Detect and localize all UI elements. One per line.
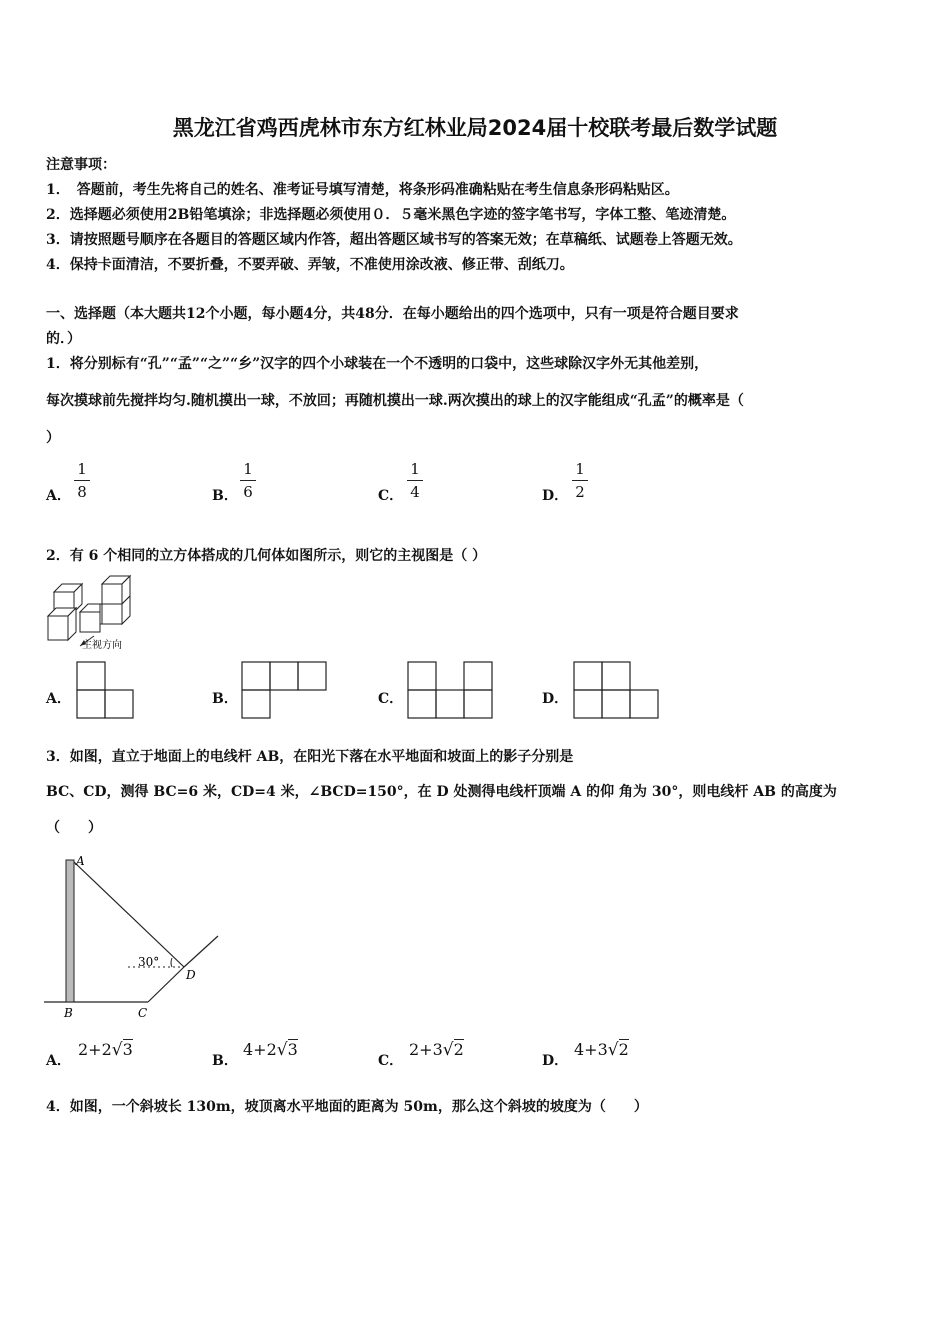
q1-option-a-label: A．	[46, 488, 71, 504]
q3-text-line2: BC、CD，测得 BC=6 米，CD=4 米，∠BCD=150°，在 D 处测得电线杆顶端 A 的仰 角为 30°，则电线杆 AB 的高度为	[46, 784, 837, 800]
q2-option-c-label: C．	[378, 691, 404, 707]
q3-option-d-rad: 2	[618, 1040, 629, 1059]
q3-option-b-rad: 3	[287, 1040, 298, 1059]
q3-option-d-label: D．	[542, 1053, 569, 1069]
q1-option-c-num: 1	[410, 460, 420, 478]
section-heading-line2: 的．）	[46, 331, 81, 347]
q3-option-a-label: A．	[46, 1053, 71, 1069]
q1-option-d-label: D．	[542, 488, 569, 504]
q2-option-d-figure	[573, 661, 663, 721]
q1-option-d-den: 2	[575, 483, 585, 501]
q3-option-a-value: 2+2√3	[78, 1040, 133, 1060]
q1-option-b-num: 1	[243, 460, 253, 478]
q3-option-b-value: 4+2√3	[243, 1040, 298, 1060]
q2-option-d-label: D．	[542, 691, 569, 707]
notice-item-3: 3．请按照题号顺序在各题目的答题区域内作答，超出答题区域书写的答案无效；在草稿纸、试题卷上答题无效。	[46, 232, 742, 248]
q1-text-line1: 1．将分别标有“孔”“孟”“之”“乡”汉字的四个小球装在一个不透明的口袋中，这些球除汉字外无其他差别，	[46, 356, 709, 372]
q1-option-a-fraction	[74, 460, 90, 501]
q3-label-b: B	[64, 1006, 73, 1020]
q1-text-line2: 每次摸球前先搅拌均匀.随机摸出一球，不放回；再随机摸出一球.两次摸出的球上的汉字能组成“孔孟”的概率是（	[46, 393, 744, 409]
notice-item-1: 1． 答题前，考生先将自己的姓名、准考证号填写清楚，将条形码准确粘贴在考生信息条形码粘贴区。	[46, 182, 679, 198]
q1-option-b-label: B．	[212, 488, 238, 504]
q3-label-a: A	[76, 854, 85, 868]
q3-option-a-pre: 2+2	[78, 1040, 112, 1059]
q2-cube-figure	[44, 574, 144, 654]
notice-item-2: 2．选择题必须使用2B铅笔填涂；非选择题必须使用０．５毫米黑色字迹的签字笔书写，字体工整、笔迹清楚。	[46, 207, 736, 223]
q2-text-line1: 2．有 6 个相同的立方体搭成的几何体如图所示，则它的主视图是（ ）	[46, 548, 487, 564]
q3-pole-figure	[44, 852, 224, 1022]
q1-option-b-den: 6	[243, 483, 253, 501]
q2-figure-label: 主视方向	[82, 640, 122, 651]
q3-text-line1: 3．如图，直立于地面上的电线杆 AB，在阳光下落在水平地面和坡面上的影子分别是	[46, 749, 574, 765]
q2-option-a-figure	[76, 661, 136, 721]
section-heading-line1: 一、选择题（本大题共12个小题，每小题4分，共48分．在每小题给出的四个选项中，只有一项是符合题目要求	[46, 306, 739, 322]
q1-option-d-fraction	[572, 460, 588, 501]
q3-option-c-pre: 2+3	[409, 1040, 443, 1059]
page-title: 黑龙江省鸡西虎林市东方红林业局2024届十校联考最后数学试题	[172, 116, 778, 140]
q3-label-d: D	[186, 968, 196, 982]
q3-option-b-pre: 4+2	[243, 1040, 277, 1059]
q3-option-c-value: 2+3√2	[409, 1040, 464, 1060]
q3-option-c-label: C．	[378, 1053, 404, 1069]
q3-option-b-label: B．	[212, 1053, 238, 1069]
q4-text-line1: 4．如图，一个斜坡长 130m，坡顶离水平地面的距离为 50m，那么这个斜坡的坡度为（ ）	[46, 1099, 648, 1115]
q1-option-a-num: 1	[77, 460, 87, 478]
q1-option-c-label: C．	[378, 488, 404, 504]
notice-heading: 注意事项：	[46, 157, 116, 173]
q2-option-b-label: B．	[212, 691, 238, 707]
q2-option-b-figure	[241, 661, 331, 721]
q3-text-line3: （ ）	[46, 820, 102, 836]
q2-option-c-figure	[407, 661, 497, 721]
q3-angle-label: 30°	[138, 955, 160, 969]
notice-item-4: 4．保持卡面清洁，不要折叠，不要弄破、弄皱，不准使用涂改液、修正带、刮纸刀。	[46, 257, 574, 273]
q3-option-a-rad: 3	[122, 1040, 133, 1059]
q3-label-c: C	[138, 1006, 148, 1020]
q1-option-c-fraction	[407, 460, 423, 501]
q2-option-a-label: A．	[46, 691, 71, 707]
q3-option-d-value: 4+3√2	[574, 1040, 629, 1060]
q1-option-d-num: 1	[575, 460, 585, 478]
q3-option-d-pre: 4+3	[574, 1040, 608, 1059]
q1-option-c-den: 4	[410, 483, 420, 501]
q1-option-b-fraction	[240, 460, 256, 501]
q1-text-line3: ）	[46, 430, 60, 446]
q1-option-a-den: 8	[77, 483, 87, 501]
q3-option-c-rad: 2	[453, 1040, 464, 1059]
